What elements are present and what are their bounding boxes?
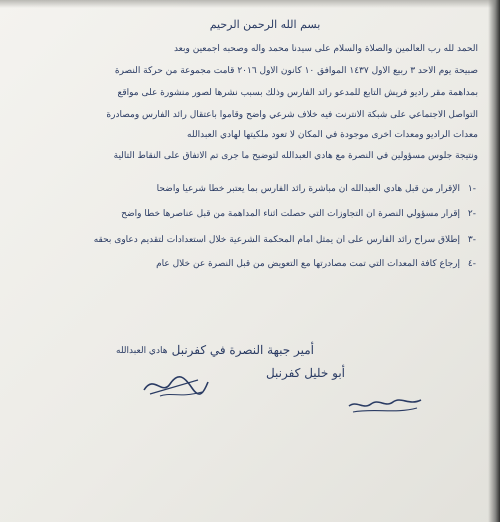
item-number: ٢-: [467, 209, 476, 219]
item-number: ٣-: [467, 235, 476, 245]
co-signatory-name: هادي العبدالله: [116, 346, 168, 356]
intro-line: صبيحة يوم الأحد ٣ ربيع الأول ١٤٣٧ الموافق ١٠ كانون الأول ٢٠١٦ قامت مجموعة من حركة النصرة: [114, 66, 478, 76]
list-item: الإقرار من قبل هادي العبدالله أن مباشرة رائد الفارس بما يعتبر خطأ شرعياً واضحاً: [156, 184, 460, 194]
intro-line: ونتيجة جلوس مسؤولين في النصرة مع هادي العبدالله لتوضيح ما جرى تم الاتفاق على النقاط التالية: [113, 151, 478, 161]
signatory-name: أبو خليل كفرنبل: [265, 366, 345, 380]
left-signature: [140, 372, 210, 398]
intro-line: معدات الراديو ومعدات أخرى موجودة في المكان لا تعود ملكيتها لهادي العبدالله: [187, 130, 478, 140]
intro-line: التواصل الاجتماعي على شبكة الانترنت فيه خلاف شرعي واضح وقاموا باعتقال رائد الفارس ومصادرة: [106, 110, 478, 120]
page-edge-shadow: [0, 0, 500, 8]
list-item: إرجاع كافة المعدات التي تمت مصادرتها مع التعويض من قبل النصرة عن خلال عام: [156, 259, 460, 269]
list-item: إقرار مسؤولي النصرة أن التجاوزات التي حصلت أثناء المداهمة من قبل عناصرها خطأ واضح: [121, 209, 460, 219]
intro-line: بمداهمة مقر راديو فريش التابع للمدعو رائد الفارس وذلك بسبب نشرها لصور منشورة على مواقع: [117, 88, 478, 98]
basmala: بسم الله الرحمن الرحيم: [209, 18, 321, 31]
item-number: ١-: [467, 184, 476, 194]
page-edge-right: [488, 0, 500, 522]
item-number: ٤-: [467, 259, 476, 269]
list-item: إطلاق سراح رائد الفارس على أن يمثل أمام المحكمة الشرعية خلال استعدادات لتقديم دعاوى بحقه: [93, 235, 460, 245]
right-signature: [345, 392, 425, 416]
intro-line: الحمد لله رب العالمين والصلاة والسلام على سيدنا محمد وآله وصحبه أجمعين وبعد: [173, 44, 478, 54]
signatory-title: أمير جبهة النصرة في كفرنبل: [171, 343, 314, 357]
